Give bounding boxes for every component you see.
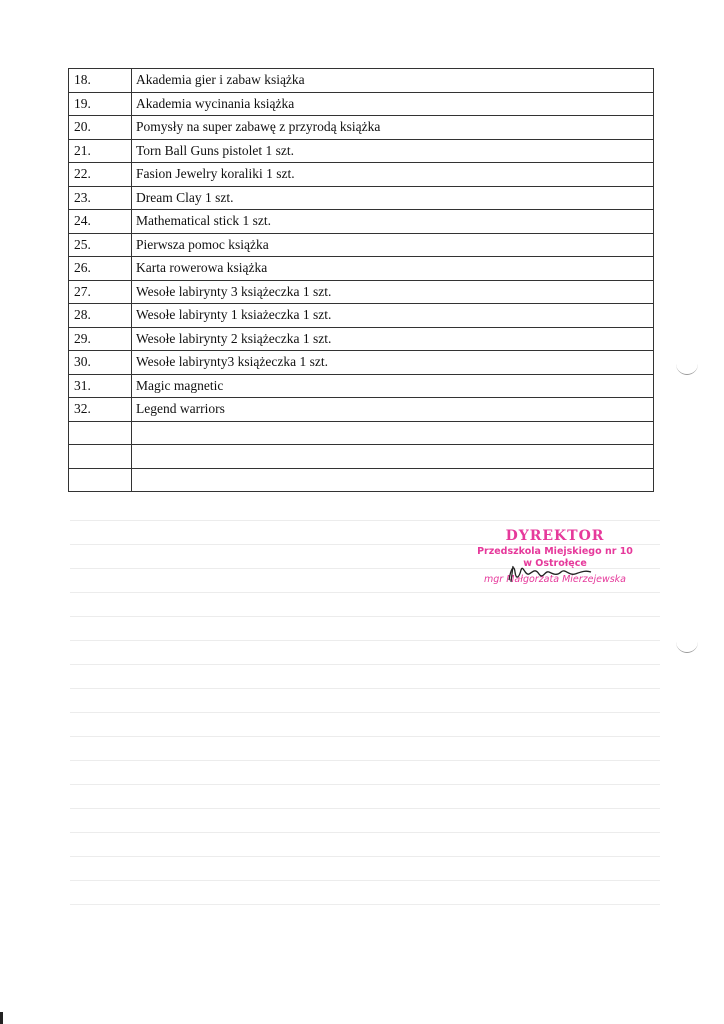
row-number: 25. [69, 233, 132, 257]
table-row [69, 186, 654, 210]
row-item-name: Wesołe labirynty 2 książeczka 1 szt. [132, 327, 654, 351]
row-number: 18. [69, 69, 132, 93]
table-row [69, 304, 654, 328]
row-number [69, 421, 132, 445]
items-table-body [69, 69, 654, 492]
row-item-name: Dream Clay 1 szt. [132, 186, 654, 210]
table-row [69, 116, 654, 140]
row-item-name: Legend warriors [132, 398, 654, 422]
table-row [69, 139, 654, 163]
row-item-name [132, 445, 654, 469]
row-item-name: Wesołe labirynty3 książeczka 1 szt. [132, 351, 654, 375]
row-item-name: Akademia gier i zabaw książka [132, 69, 654, 93]
table-row [69, 398, 654, 422]
table-row [69, 421, 654, 445]
table-row [69, 163, 654, 187]
row-number: 27. [69, 280, 132, 304]
row-item-name: Pomysły na super zabawę z przyrodą książka [132, 116, 654, 140]
row-number: 24. [69, 210, 132, 234]
row-item-name [132, 421, 654, 445]
items-table [68, 68, 654, 492]
scan-edge-mark [0, 1012, 3, 1024]
row-item-name: Akademia wycinania książka [132, 92, 654, 116]
stamp-director-name: mgr Małgorzata Mierzejewska [483, 574, 627, 585]
row-item-name: Wesołe labirynty 3 książeczka 1 szt. [132, 280, 654, 304]
table-row [69, 468, 654, 492]
row-item-name: Fasion Jewelry koraliki 1 szt. [132, 163, 654, 187]
table-row [69, 280, 654, 304]
row-item-name: Karta rowerowa książka [132, 257, 654, 281]
row-number [69, 468, 132, 492]
row-number: 23. [69, 186, 132, 210]
row-number: 26. [69, 257, 132, 281]
row-item-name: Mathematical stick 1 szt. [132, 210, 654, 234]
table-row [69, 92, 654, 116]
row-number: 29. [69, 327, 132, 351]
row-item-name: Wesołe labirynty 1 ksiażeczka 1 szt. [132, 304, 654, 328]
signature-icon [505, 562, 595, 584]
row-item-name: Torn Ball Guns pistolet 1 szt. [132, 139, 654, 163]
row-number: 30. [69, 351, 132, 375]
row-item-name [132, 468, 654, 492]
table-row [69, 351, 654, 375]
table-row [69, 327, 654, 351]
stamp-city: w Ostrołęce [523, 558, 587, 569]
table-row [69, 257, 654, 281]
table-row [69, 445, 654, 469]
row-number: 19. [69, 92, 132, 116]
row-number: 28. [69, 304, 132, 328]
punch-hole-top [676, 362, 698, 375]
table-row [69, 233, 654, 257]
row-number: 20. [69, 116, 132, 140]
row-item-name: Magic magnetic [132, 374, 654, 398]
row-number: 32. [69, 398, 132, 422]
row-number: 21. [69, 139, 132, 163]
table-row [69, 210, 654, 234]
stamp-institution: Przedszkola Miejskiego nr 10 [477, 546, 633, 557]
row-number [69, 445, 132, 469]
table-row [69, 374, 654, 398]
row-number: 31. [69, 374, 132, 398]
punch-hole-bottom [676, 640, 698, 653]
row-item-name: Pierwsza pomoc książka [132, 233, 654, 257]
row-number: 22. [69, 163, 132, 187]
table-row [69, 69, 654, 93]
stamp-title: DYREKTOR [505, 528, 605, 544]
